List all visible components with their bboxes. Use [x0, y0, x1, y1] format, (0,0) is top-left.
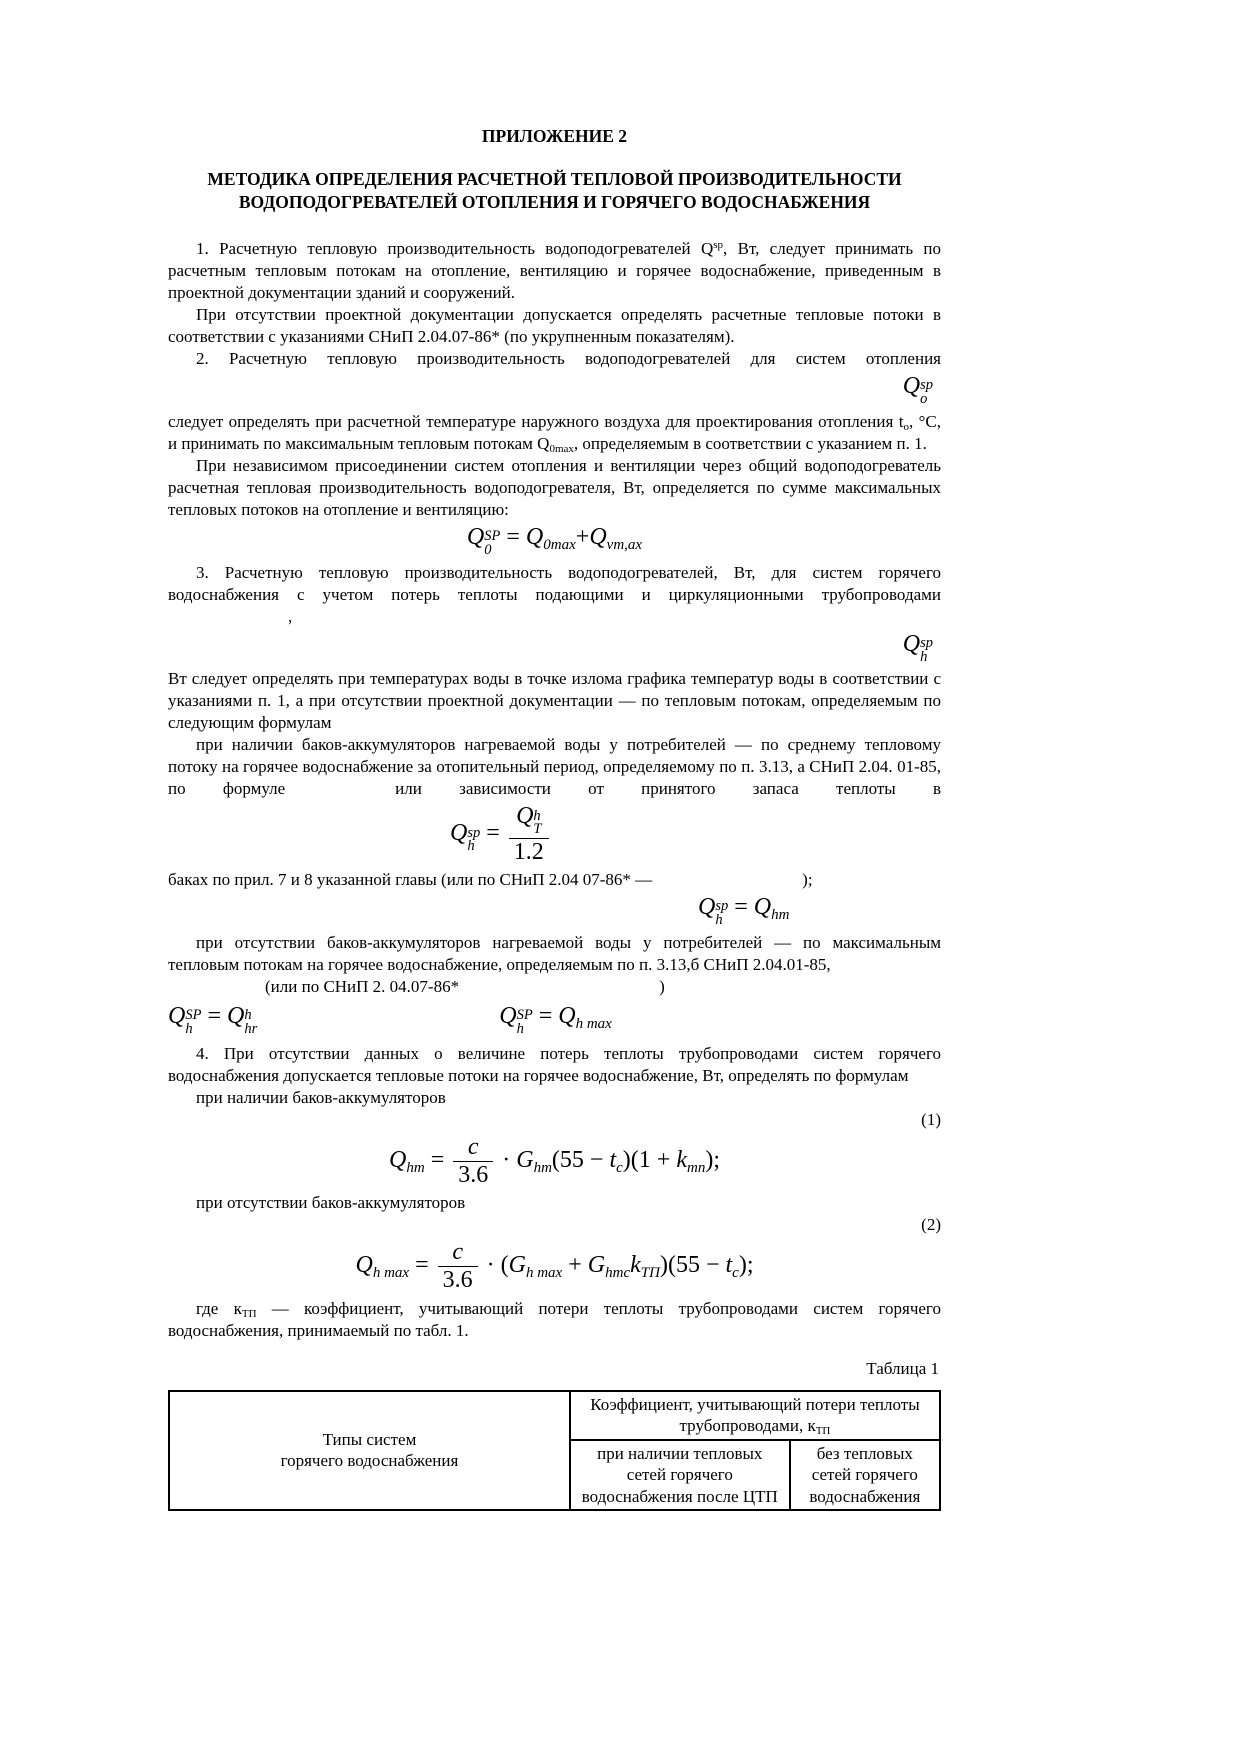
paragraph-9 [168, 869, 941, 891]
appendix-title: ПРИЛОЖЕНИЕ 2 [481, 126, 628, 146]
paragraph-6-gap [168, 621, 288, 622]
paragraph-2: При отсутствии проектной документации допускается определять расчетные тепловые потоки в соответствии с указаниями СНиП 2.04.07-86* (по укрупненным показателям). [168, 305, 941, 346]
paragraph-8-text-a: при наличии баков-аккумуляторов нагреваемой воды у потребителей — по среднему тепловому потоку на горячее водоснабжение за отопительный период, определяемому по п. 3.13, а СНиП 2.04. 01-85, по формуле [168, 735, 941, 799]
formula-ratio-line [450, 804, 552, 865]
paragraph-6 [168, 562, 941, 628]
formula-eq1-line [168, 1135, 941, 1188]
formula-row-qh [168, 1004, 941, 1037]
document-body [168, 238, 941, 1511]
table-header-system-types-line2: горячего водоснабжения [280, 1451, 459, 1471]
paragraph-14-text-a: где к [196, 1298, 242, 1318]
paragraph-6-text: 3. Расчетную тепловую производительность водоподогревателей, Вт, для систем горячего водоснабжения с учетом потерь теплоты подающими и циркуляционными трубопроводами [168, 562, 941, 604]
paragraph-9-text-b: ); [802, 870, 813, 890]
coefficient-table [168, 1390, 941, 1512]
paragraph-7: Вт следует определять при температурах воды в точке излома графика температур воды в соответствии с указаниями п. 1, а при отсутствии проектной документации — по тепловым потокам, определяемым по следующим формулам [168, 669, 941, 733]
table-header-coefficient-subscript: ТП [815, 1425, 831, 1438]
table-header-row-1 [169, 1391, 940, 1440]
formula-qh-sp: Q sp h [902, 630, 933, 665]
t-o-subscript: о [903, 420, 909, 433]
paragraph-10: при отсутствии баков-аккумуляторов нагреваемой воды у потребителей — по максимальным тепловым потокам на горячее водоснабжение, определяемым по п. 3.13,б СНиП 2.04.01-85, [168, 933, 941, 975]
formula-qo-sp: Q sp o [902, 373, 933, 407]
formula-sum-line [168, 525, 941, 558]
paragraph-13: при отсутствии баков-аккумуляторов [196, 1193, 466, 1213]
paragraph-4-text-c: , определяемым в соответствии с указанием п. 1. [573, 433, 927, 453]
table-header-system-types [169, 1391, 570, 1511]
document-title [168, 168, 941, 214]
equation-number-2: (2) [921, 1215, 941, 1235]
paragraph-1-text-a: 1. Расчетную тепловую производительность водоподогревателей Q [196, 239, 714, 258]
paragraph-10b-close: ) [659, 977, 665, 997]
paragraph-8-gap [285, 793, 395, 794]
paragraph-8 [168, 734, 941, 800]
paragraph-14 [168, 1298, 941, 1342]
formula-qh-qhmax: Q SP h = $Q_{h max}$ [499, 1003, 612, 1038]
formula-equation-1: $Q_{hm}$ = $\frac{c}{3.6}$ · $G_{hm}(55 - t_c)(1 + k_{тп})$; [389, 1133, 720, 1188]
table-header-system-types-line1: Типы систем [322, 1429, 417, 1449]
paragraph-4-text-b: , °С, и принимать по максимальным тепловым потокам Q [168, 411, 941, 453]
document-title-line2: ВОДОПОДОГРЕВАТЕЛЕЙ ОТОПЛЕНИЯ И ГОРЯЧЕГО ВОДОСНАБЖЕНИЯ [238, 192, 871, 212]
table-header-coefficient [570, 1391, 940, 1440]
formula-qh-qhm: Q sp h = $Q_{hm}$ [698, 894, 790, 929]
paragraph-6-comma: , [288, 606, 293, 626]
document-title-line1: МЕТОДИКА ОПРЕДЕЛЕНИЯ РАСЧЕТНОЙ ТЕПЛОВОЙ ПРОИЗВОДИТЕЛЬНОСТИ [207, 169, 902, 189]
formula-eq2-line [168, 1240, 941, 1293]
paragraph-9-text-a: баках по прил. 7 и 8 указанной главы (или по СНиП 2.04 07-86* — [168, 870, 653, 890]
paragraph-14-text-b: — коэффициент, учитывающий потери теплоты трубопроводами систем горячего водоснабжения, принимаемый по табл. 1. [168, 1298, 941, 1340]
formula-qh-sp-line [168, 632, 941, 665]
table-caption: Таблица 1 [866, 1358, 939, 1378]
formula-qo-sp-line [168, 374, 941, 407]
paragraph-4 [168, 411, 941, 455]
paragraph-10b-gap [459, 991, 659, 992]
q-0max-subscript: 0max [549, 442, 574, 455]
formula-q0-sum: Q SP 0 = $Q_{0max}+Q_{vm,ax}$ [466, 523, 643, 558]
q-sp-superscript: sp [713, 239, 724, 251]
paragraph-9-gap [652, 884, 802, 885]
paragraph-3: 2. Расчетную тепловую производительность водоподогревателей для систем отопления [196, 349, 941, 368]
table-header-without-networks: без тепловых сетей горячего водоснабжения [790, 1440, 940, 1511]
formula-qhm-line [698, 895, 789, 928]
paragraph-1-text-b: , Вт, следует принимать по расчетным тепловым потокам на отопление, вентиляцию и горячее водоснабжение, приведенным в проектной документации зданий и сооружений. [168, 239, 941, 302]
paragraph-10b [265, 976, 941, 998]
paragraph-11: 4. При отсутствии данных о величине потерь теплоты трубопроводами систем горячего водоснабжения допускается тепловые потоки на горячее водоснабжение, Вт, определять по формулам [168, 1043, 941, 1085]
paragraph-4-text-a: следует определять при расчетной температуре наружного воздуха для проектирования отопления t [168, 411, 904, 431]
k-tp-subscript: ТП [241, 1307, 257, 1320]
paragraph-10b-open: (или по СНиП 2. 04.07-86* [265, 977, 460, 997]
formula-equation-2: $Q_{h max}$ = $\frac{c}{3.6}$ · $(G_{h max} + G_{hmc}k_{ТП})(55 - t_c)$; [355, 1239, 754, 1294]
paragraph-5: При независимом присоединении систем отопления и вентиляции через общий водоподогреватель расчетная тепловая производительность водоподогревателя, Вт, определяется по сумме максимальных тепловых потоков на отопление и вентиляцию: [168, 455, 941, 519]
formula-qh-qhr: Q SP h = Q h hr [168, 1003, 258, 1038]
table-header-coefficient-text: Коэффициент, учитывающий потери теплоты трубопроводами, к [590, 1394, 920, 1436]
table-header-with-networks: при наличии тепловых сетей горячего водоснабжения после ЦТП [570, 1440, 790, 1511]
paragraph-8-text-b: или зависимости от принятого запаса теплоты в [395, 779, 941, 799]
equation-number-1: (1) [921, 1109, 941, 1129]
formula-qh-ratio: Q sp h = Q h T 1.2 [450, 804, 552, 865]
paragraph-12: при наличии баков-аккумуляторов [196, 1087, 446, 1107]
paragraph-1 [168, 238, 941, 304]
